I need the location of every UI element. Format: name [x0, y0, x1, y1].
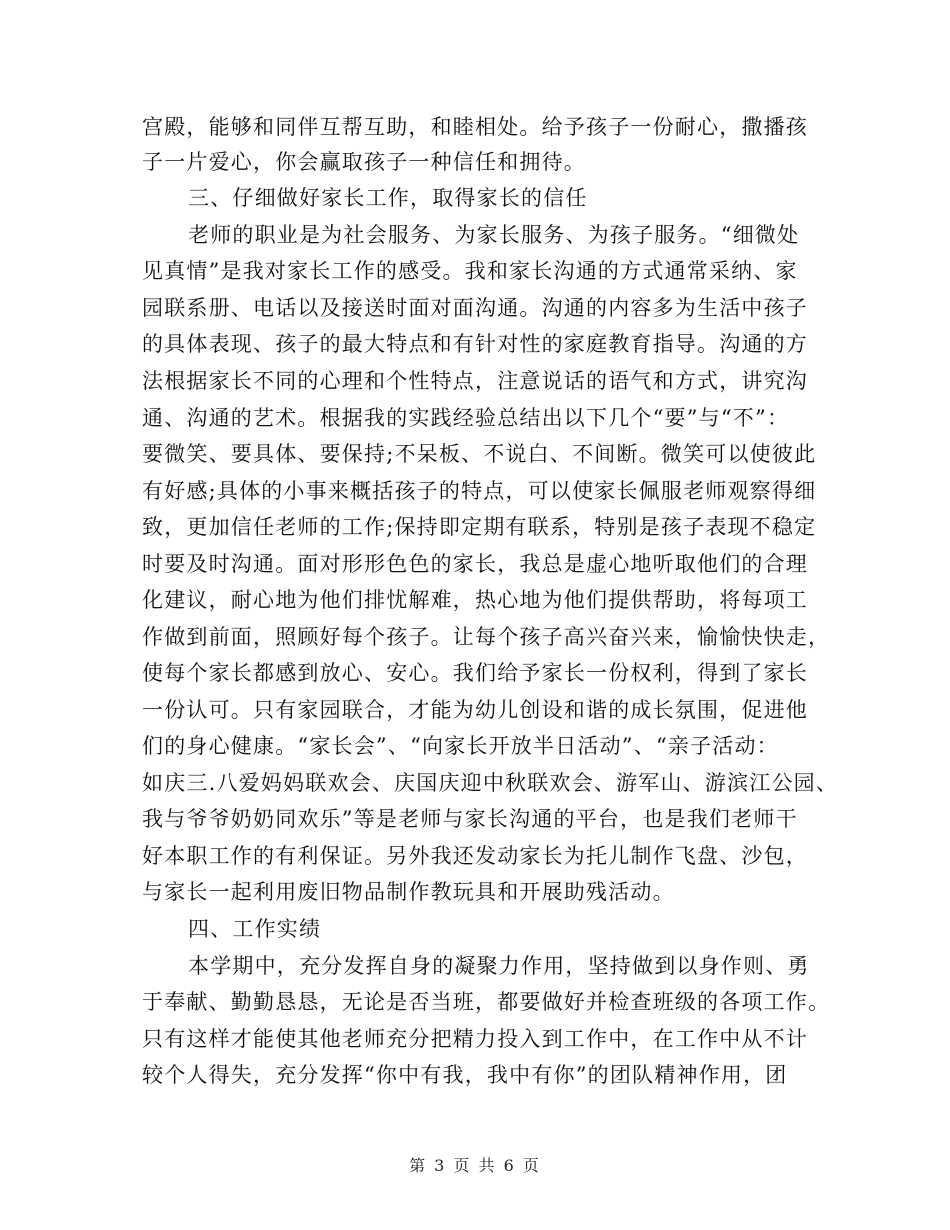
text-line: 老师的职业是为社会服务、为家长服务、为孩子服务。“细微处: [188, 223, 800, 247]
section-heading: 三、仔细做好家长工作，取得家长的信任: [188, 186, 588, 210]
text-line: 宫殿，能够和同伴互帮互助，和睦相处。给予孩子一份耐心，撒播孩: [142, 115, 808, 139]
text-line: 如庆三.八爱妈妈联欢会、庆国庆迎中秋联欢会、游军山、游滨江公园、: [142, 771, 839, 795]
text-line: 致，更加信任老师的工作;保持即定期有联系，特别是孩子表现不稳定: [142, 515, 817, 539]
text-line: 一份认可。只有家园联合，才能为幼儿创设和谐的成长氛围，促进他: [142, 698, 808, 722]
text-line: 有好感;具体的小事来概括孩子的特点，可以使家长佩服老师观察得细: [142, 479, 817, 503]
text-line: 通、沟通的艺术。根据我的实践经验总结出以下几个“要”与“不”：: [142, 406, 790, 430]
text-line: 好本职工作的有利保证。另外我还发动家长为托儿制作飞盘、沙包，: [142, 844, 808, 868]
text-line: 只有这样才能使其他老师充分把精力投入到工作中，在工作中从不计: [142, 1027, 808, 1051]
text-line: 子一片爱心，你会赢取孩子一种信任和拥待。: [142, 150, 586, 174]
text-line: 我与爷爷奶奶同欢乐”等是老师与家长沟通的平台，也是我们老师干: [142, 807, 798, 831]
text-line: 的具体表现、孩子的最大特点和有针对性的家庭教育指导。沟通的方: [142, 332, 808, 356]
text-line: 化建议，耐心地为他们排忧解难，热心地为他们提供帮助，将每项工: [142, 588, 808, 612]
text-line: 时要及时沟通。面对形形色色的家长，我总是虚心地听取他们的合理: [142, 552, 808, 576]
text-line: 园联系册、电话以及接送时面对面沟通。沟通的内容多为生活中孩子: [142, 296, 808, 320]
text-line: 于奉献、勤勤恳恳，无论是否当班，都要做好并检查班级的各项工作。: [142, 990, 831, 1014]
text-line: 要微笑、要具体、要保持;不呆板、不说白、不间断。微笑可以使彼此: [142, 442, 817, 466]
text-line: 与家长一起利用废旧物品制作教玩具和开展助残活动。: [142, 880, 675, 904]
text-line: 作做到前面，照顾好每个孩子。让每个孩子高兴奋兴来，愉愉快快走，: [142, 625, 831, 649]
text-line: 法根据家长不同的心理和个性特点，注意说话的语气和方式，讲究沟: [142, 369, 808, 393]
page-footer: 第 3 页 共 6 页: [409, 1156, 541, 1175]
text-line: 见真情”是我对家长工作的感受。我和家长沟通的方式通常采纳、家: [142, 259, 798, 283]
section-heading: 四、工作实绩: [188, 917, 322, 941]
text-line: 使每个家长都感到放心、安心。我们给予家长一份权利，得到了家长: [142, 661, 808, 685]
text-line: 本学期中，充分发挥自身的凝聚力作用，坚持做到以身作则、勇: [188, 954, 810, 978]
text-line: 较个人得失，充分发挥“你中有我，我中有你”的团队精神作用，团: [142, 1063, 788, 1087]
text-line: 们的身心健康。“家长会”、“向家长开放半日活动”、“亲子活动：: [142, 734, 779, 758]
